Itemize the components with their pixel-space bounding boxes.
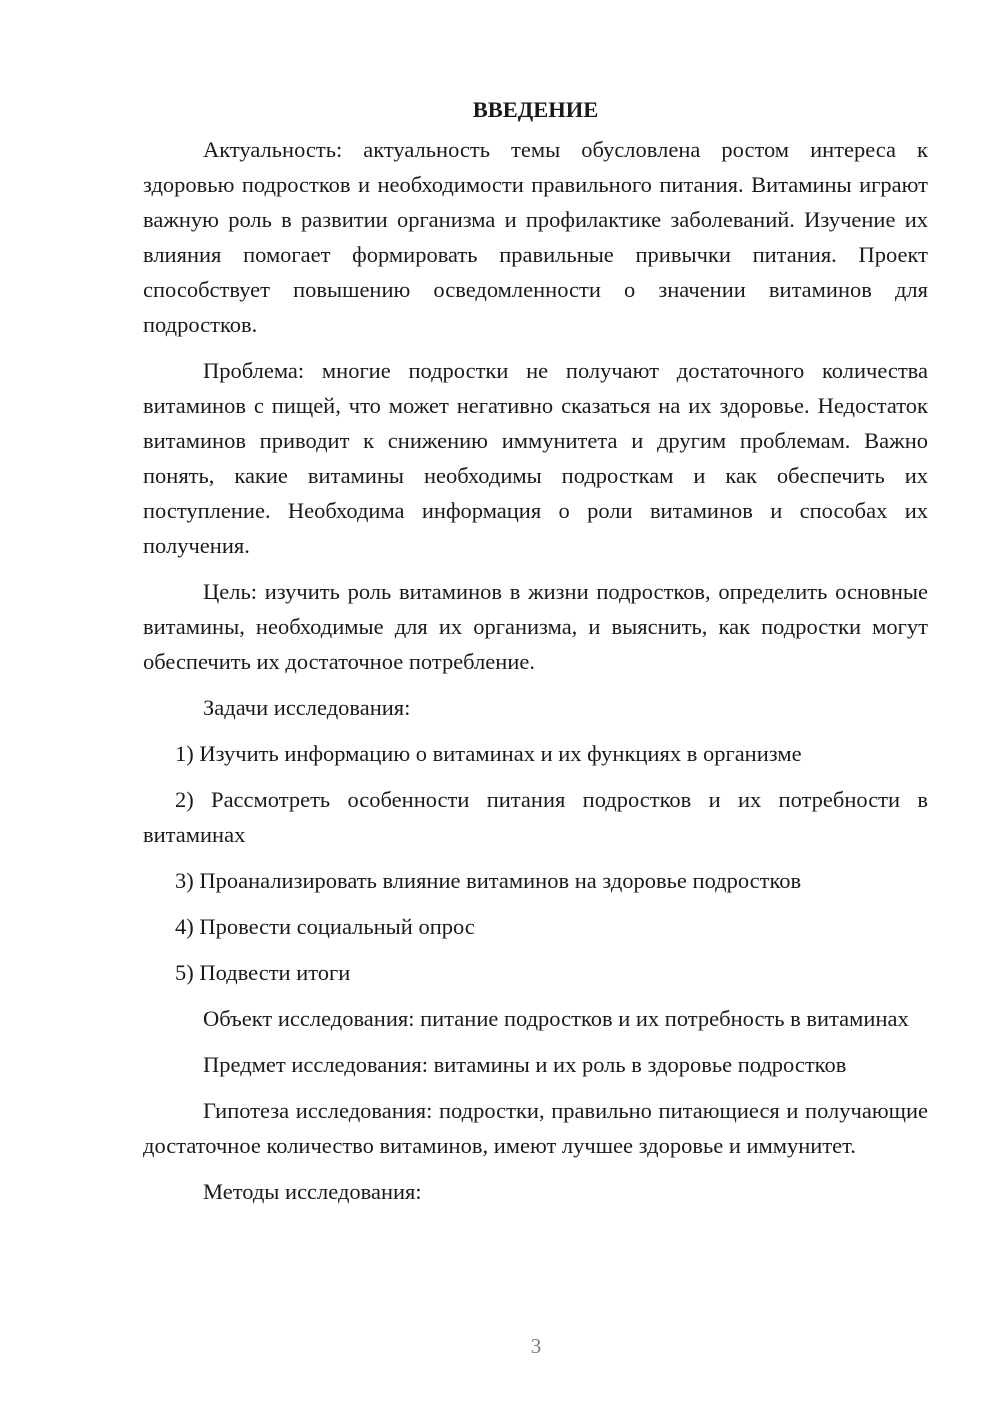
task-item-2: 2) Рассмотреть особенности питания подростков и их потребности в витаминах	[143, 787, 928, 847]
problem-paragraph: Проблема: многие подростки не получают достаточного количества витаминов с пищей, что может негативно сказаться на их здоровье. Недостаток витаминов приводит к снижению иммунитета и другим проблемам. Важно понять, какие витамины необходимы подросткам и как обеспечить их поступление. Необходима информация о роли витаминов и способах их получения.	[143, 358, 928, 558]
object-paragraph: Объект исследования: питание подростков и их потребность в витаминах	[203, 1006, 909, 1031]
page-number: 3	[530, 1334, 542, 1358]
document-page	[143, 92, 928, 1220]
page-title: ВВЕДЕНИЕ	[472, 97, 599, 122]
task-item-1: 1) Изучить информацию о витаминах и их функциях в организме	[175, 741, 802, 766]
methods-heading: Методы исследования:	[203, 1179, 422, 1204]
hypothesis-paragraph: Гипотеза исследования: подростки, правильно питающиеся и получающие достаточное количество витаминов, имеют лучшее здоровье и иммунитет.	[143, 1098, 928, 1158]
task-item-4: 4) Провести социальный опрос	[175, 914, 475, 939]
tasks-heading: Задачи исследования:	[203, 695, 411, 720]
relevance-paragraph: Актуальность: актуальность темы обусловлена ростом интереса к здоровью подростков и необходимости правильного питания. Витамины играют важную роль в развитии организма и профилактике заболеваний. Изучение их влияния помогает формировать правильные привычки питания. Проект способствует повышению осведомленности о значении витаминов для подростков.	[143, 137, 928, 337]
task-item-3: 3) Проанализировать влияние витаминов на здоровье подростков	[175, 868, 802, 893]
task-item-5: 5) Подвести итоги	[175, 960, 351, 985]
goal-paragraph: Цель: изучить роль витаминов в жизни подростков, определить основные витамины, необходимые для их организма, и выяснить, как подростки могут обеспечить их достаточное потребление.	[143, 579, 928, 674]
subject-paragraph: Предмет исследования: витамины и их роль в здоровье подростков	[203, 1052, 847, 1077]
